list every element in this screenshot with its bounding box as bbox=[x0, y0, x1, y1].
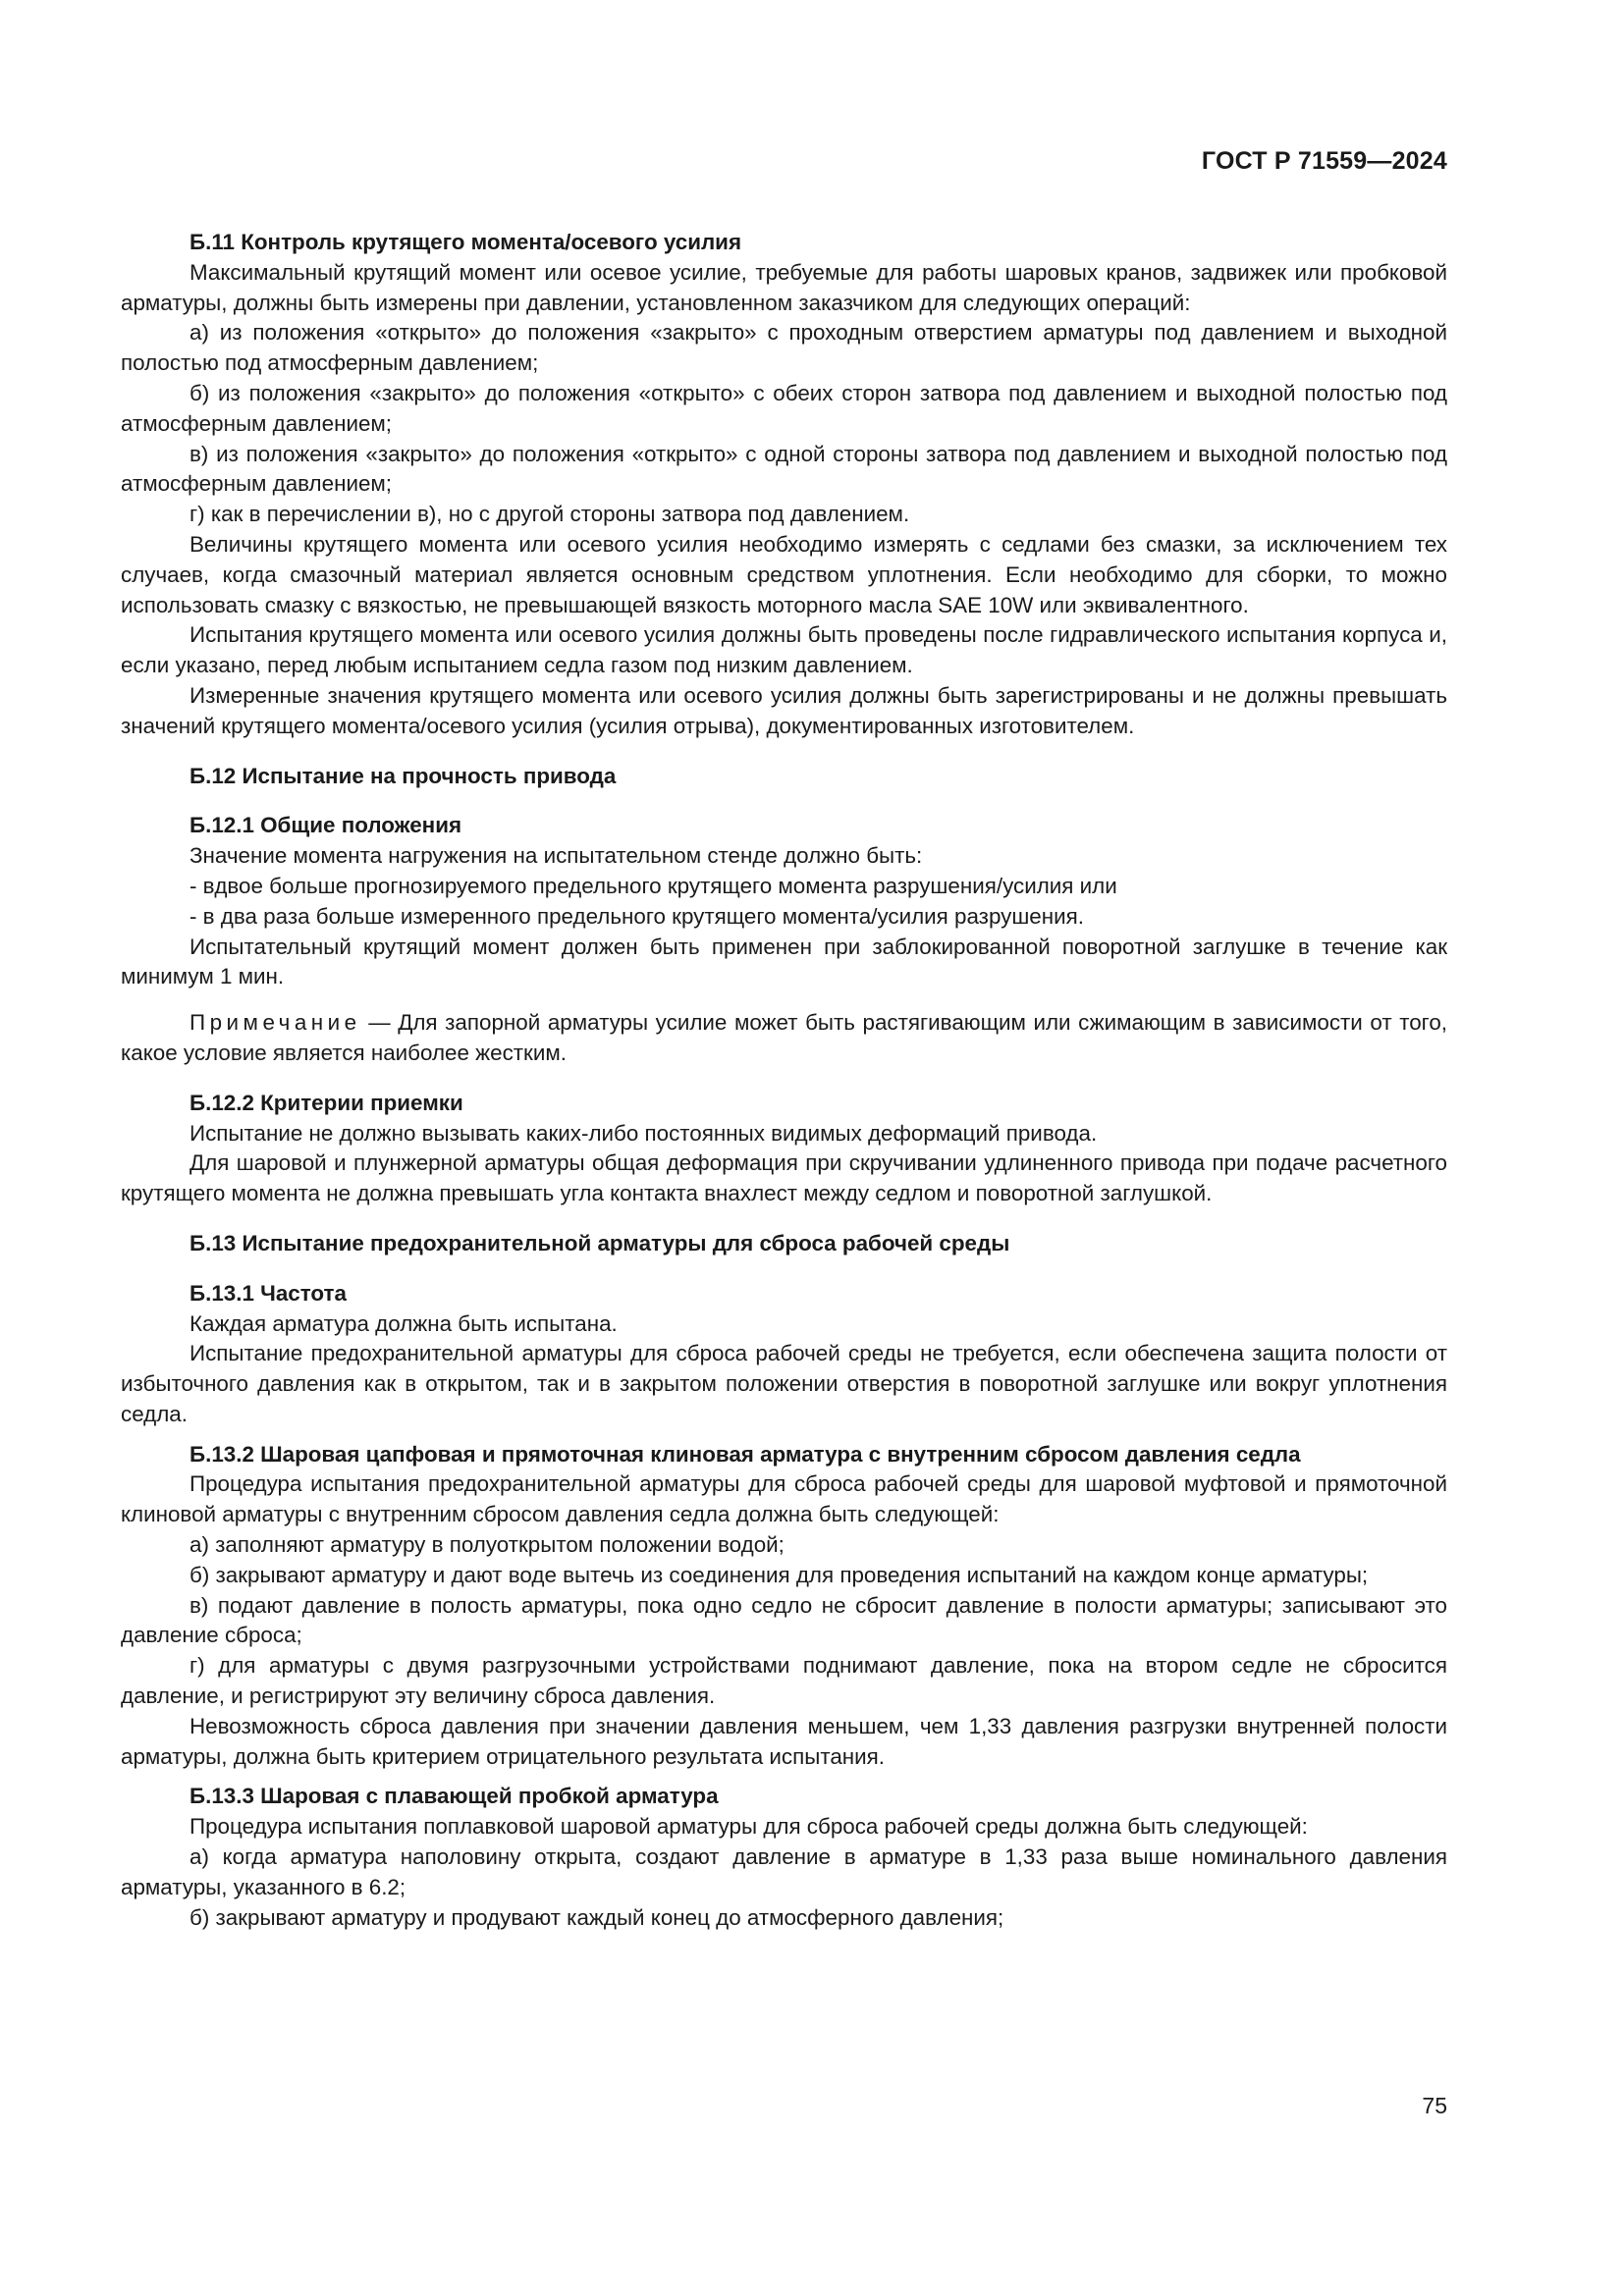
list-item: а) когда арматура наполовину открыта, создают давление в арматуре в 1,33 раза выше номинального давления арматуры, указанного в 6.2; bbox=[121, 1844, 1447, 1899]
paragraph: Испытательный крутящий момент должен быть применен при заблокированной поворотной заглушке в течение как минимум 1 мин. bbox=[121, 934, 1447, 989]
paragraph: Испытание предохранительной арматуры для сброса рабочей среды не требуется, если обеспечена защита полости от избыточного давления как в открытом, так и в закрытом положении отверстия в поворотной заглушке или вокруг уплотнения седла. bbox=[121, 1341, 1447, 1426]
note-label: Примечание bbox=[189, 1010, 361, 1036]
paragraph: Процедура испытания поплавковой шаровой арматуры для сброса рабочей среды должна быть следующей: bbox=[189, 1814, 1308, 1840]
page-number: 75 bbox=[1422, 2093, 1447, 2118]
section-heading-b12-1: Б.12.1 Общие положения bbox=[189, 813, 462, 838]
paragraph: Процедура испытания предохранительной арматуры для сброса рабочей среды для шаровой муфтовой и прямоточной клиновой арматуры с внутренним сбросом давления седла должна быть следующей: bbox=[121, 1471, 1447, 1527]
paragraph: Каждая арматура должна быть испытана. bbox=[189, 1310, 618, 1336]
section-heading-b13-1: Б.13.1 Частота bbox=[189, 1280, 347, 1306]
list-item: г) для арматуры с двумя разгрузочными устройствами поднимают давление, пока на втором седле не сбросится давление, и регистрируют эту величину сброса давления. bbox=[121, 1653, 1447, 1709]
list-item: в) подают давление в полость арматуры, пока одно седло не сбросит давление в полости арматуры; записывают это давление сброса; bbox=[121, 1592, 1447, 1648]
list-item: в) из положения «закрыто» до положения «открыто» с одной стороны затвора под давлением и выходной полостью под атмосферным давлением; bbox=[121, 441, 1447, 497]
note-text: — Для запорной арматуры усилие может быть растягивающим или сжимающим в зависимости от того, какое условие является наиболее жестким. bbox=[121, 1010, 1447, 1065]
paragraph: Значение момента нагружения на испытательном стенде должно быть: bbox=[189, 843, 923, 869]
list-item: а) заполняют арматуру в полуоткрытом положении водой; bbox=[189, 1532, 785, 1558]
list-item: б) закрывают арматуру и дают воде вытечь из соединения для проведения испытаний на каждом конце арматуры; bbox=[189, 1562, 1369, 1587]
section-heading-b12: Б.12 Испытание на прочность привода bbox=[189, 763, 617, 788]
list-item: - вдвое больше прогнозируемого предельного крутящего момента разрушения/усилия или bbox=[189, 873, 1117, 898]
list-item: - в два раза больше измеренного предельного крутящего момента/усилия разрушения. bbox=[189, 903, 1084, 929]
paragraph: Для шаровой и плунжерной арматуры общая деформация при скручивании удлиненного привода при подаче расчетного крутящего момента не должна превышать угла контакта внахлест между седлом и поворотной заглушкой. bbox=[121, 1150, 1447, 1206]
document-body bbox=[121, 228, 1447, 1933]
paragraph: Величины крутящего момента или осевого усилия необходимо измерять с седлами без смазки, за исключением тех случаев, когда смазочный материал является основным средством уплотнения. Если необходимо для сборки, то можно использовать смазку с вязкостью, не превышающей вязкость моторного масла SAE 10W или эквивалентного. bbox=[121, 531, 1447, 617]
list-item: а) из положения «открыто» до положения «закрыто» с проходным отверстием арматуры под давлением и выходной полостью под атмосферным давлением; bbox=[121, 320, 1447, 376]
list-item: б) закрывают арматуру и продувают каждый конец до атмосферного давления; bbox=[189, 1904, 1004, 1930]
section-heading-b13-3: Б.13.3 Шаровая с плавающей пробкой арматура bbox=[189, 1784, 719, 1809]
paragraph: Испытания крутящего момента или осевого усилия должны быть проведены после гидравлического испытания корпуса и, если указано, перед любым испытанием седла газом под низким давлением. bbox=[121, 622, 1447, 678]
paragraph: Максимальный крутящий момент или осевое усилие, требуемые для работы шаровых кранов, задвижек или пробковой арматуры, должны быть измерены при давлении, установленном заказчиком для следующих операций: bbox=[121, 259, 1447, 315]
paragraph: Измеренные значения крутящего момента или осевого усилия должны быть зарегистрированы и не должны превышать значений крутящего момента/осевого усилия (усилия отрыва), документированных изготовителем. bbox=[121, 682, 1447, 738]
paragraph: Невозможность сброса давления при значении давления меньшем, чем 1,33 давления разгрузки внутренней полости арматуры, должна быть критерием отрицательного результата испытания. bbox=[121, 1713, 1447, 1769]
list-item: б) из положения «закрыто» до положения «открыто» с обеих сторон затвора под давлением и выходной полостью под атмосферным давлением; bbox=[121, 380, 1447, 436]
paragraph: Испытание не должно вызывать каких-либо постоянных видимых деформаций привода. bbox=[189, 1120, 1098, 1146]
document-standard-id: ГОСТ Р 71559—2024 bbox=[1201, 147, 1447, 175]
section-heading-b12-2: Б.12.2 Критерии приемки bbox=[189, 1090, 463, 1115]
list-item: г) как в перечислении в), но с другой стороны затвора под давлением. bbox=[189, 502, 910, 527]
note bbox=[121, 1008, 1447, 1069]
section-heading-b11: Б.11 Контроль крутящего момента/осевого усилия bbox=[189, 230, 742, 254]
section-heading-b13-2: Б.13.2 Шаровая цапфовая и прямоточная клиновая арматура с внутренним сбросом давления седла bbox=[189, 1441, 1301, 1467]
section-heading-b13: Б.13 Испытание предохранительной арматуры для сброса рабочей среды bbox=[189, 1230, 1010, 1255]
